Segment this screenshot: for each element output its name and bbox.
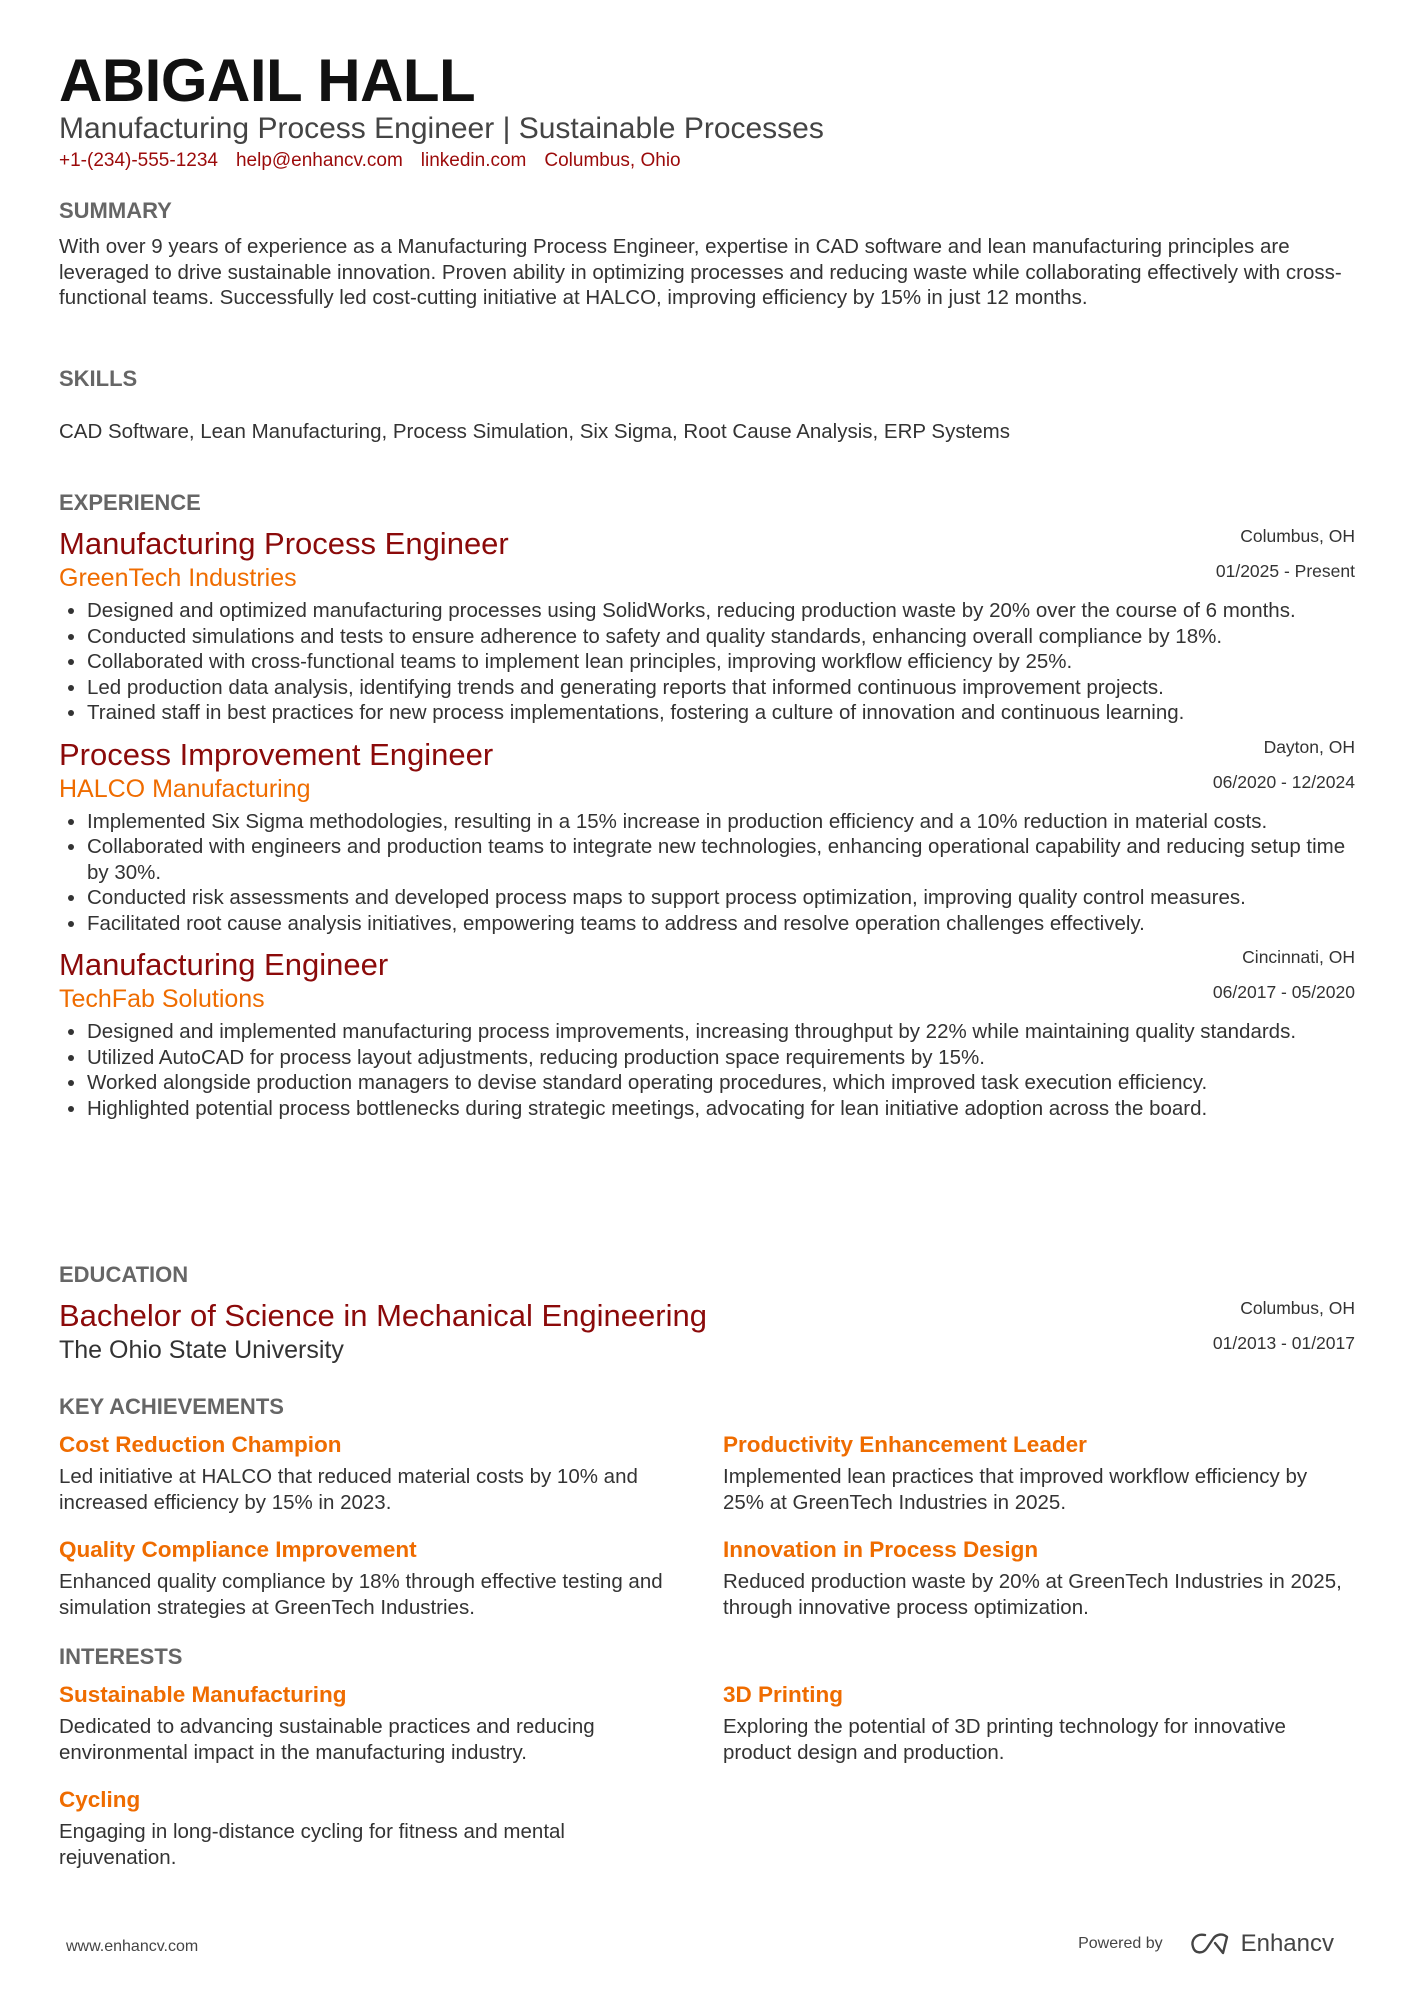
section-heading: EXPERIENCE xyxy=(59,490,201,515)
candidate-headline: Manufacturing Process Engineer | Sustainable Processes xyxy=(59,112,824,145)
job-entry xyxy=(59,526,1355,726)
interest-description: Engaging in long-distance cycling for fitness and mental rejuvenation. xyxy=(59,1820,565,1869)
achievement-title: Quality Compliance Improvement xyxy=(59,1537,417,1562)
skills-section xyxy=(59,366,1355,445)
interest-item xyxy=(723,1680,1343,1785)
company-name: GreenTech Industries xyxy=(59,564,297,592)
section-heading: SUMMARY xyxy=(59,198,172,223)
bullet-item: • Conducted simulations and tests to ensure adherence to safety and quality standards, enhancing overall compliance by 18%. xyxy=(87,624,1355,650)
location-text: Columbus, Ohio xyxy=(544,150,681,171)
linkedin-link[interactable]: linkedin.com xyxy=(420,150,527,171)
skills-text: CAD Software, Lean Manufacturing, Process Simulation, Six Sigma, Root Cause Analysis, ERP Systems xyxy=(59,420,1011,443)
bullet-item: • Designed and optimized manufacturing processes using SolidWorks, reducing production waste by 20% over the course of 6 months. xyxy=(87,598,1355,624)
job-location: Columbus, OH xyxy=(1240,526,1355,546)
achievement-description: Led initiative at HALCO that reduced material costs by 10% and increased efficiency by 15% in 2023. xyxy=(59,1465,638,1514)
interest-title: Cycling xyxy=(59,1787,141,1812)
enhancv-logo-icon xyxy=(1189,1931,1233,1957)
bullet-item: • Worked alongside production managers to devise standard operating procedures, which improved task execution efficiency. xyxy=(87,1070,1355,1096)
bullet-item: • Collaborated with cross-functional teams to implement lean principles, improving workflow efficiency by 25%. xyxy=(87,649,1355,675)
bullet-item: • Led production data analysis, identifying trends and generating reports that informed continuous improvement projects. xyxy=(87,675,1355,701)
contact-row xyxy=(59,150,681,172)
bullet-item: • Trained staff in best practices for new process implementations, fostering a culture of innovation and continuous learning. xyxy=(87,700,1355,726)
bullet-item: • Conducted risk assessments and developed process maps to support process optimization, improving quality control measures. xyxy=(87,885,1355,911)
email-link[interactable]: help@enhancv.com xyxy=(235,150,403,171)
interest-item xyxy=(59,1680,679,1785)
job-title: Process Improvement Engineer xyxy=(59,736,494,772)
candidate-name: ABIGAIL HALL xyxy=(59,47,476,114)
job-entry xyxy=(59,737,1355,937)
bullet-item: • Highlighted potential process bottlenecks during strategic meetings, advocating for lean initiative adoption across the board. xyxy=(87,1096,1355,1122)
job-location: Dayton, OH xyxy=(1263,736,1355,757)
section-heading: EDUCATION xyxy=(59,1262,189,1287)
education-location: Columbus, OH xyxy=(1240,1298,1355,1318)
job-location: Cincinnati, OH xyxy=(1242,947,1355,967)
achievement-description: Enhanced quality compliance by 18% through effective testing and simulation strategies at GreenTech Industries. xyxy=(59,1570,663,1619)
powered-by-label: Powered by xyxy=(1078,1935,1163,1952)
job-bullets xyxy=(59,809,1355,937)
interest-title: Sustainable Manufacturing xyxy=(59,1682,347,1707)
bullet-item: • Facilitated root cause analysis initiatives, empowering teams to address and resolve operation challenges effectively. xyxy=(87,911,1355,937)
bullet-item: • Collaborated with engineers and production teams to integrate new technologies, enhancing operational capability and reducing setup time by 30%. xyxy=(87,834,1355,885)
brand-name: Enhancv xyxy=(1240,1930,1334,1957)
achievement-item xyxy=(723,1430,1343,1535)
job-title: Manufacturing Engineer xyxy=(59,947,389,982)
education-entry xyxy=(59,1298,1355,1366)
interests-section xyxy=(59,1644,1355,1890)
experience-section xyxy=(59,490,1355,1121)
job-entry xyxy=(59,947,1355,1121)
summary-section xyxy=(59,198,1355,311)
company-name: TechFab Solutions xyxy=(59,985,265,1013)
achievement-item xyxy=(59,1430,679,1535)
education-dates: 01/2013 - 01/2017 xyxy=(1212,1333,1355,1353)
section-heading: INTERESTS xyxy=(59,1644,183,1669)
job-bullets xyxy=(59,1019,1355,1121)
achievement-description: Implemented lean practices that improved workflow efficiency by 25% at GreenTech Industries in 2025. xyxy=(723,1465,1308,1514)
summary-text: With over 9 years of experience as a Manufacturing Process Engineer, expertise in CAD software and lean manufacturing principles are leveraged to drive sustainable innovation. Proven ability in optimizing processes and reducing waste while collaborating effectively with cross-functional teams. Successfully led cost-cutting initiative at HALCO, improving efficiency by 15% in just 12 months. xyxy=(59,235,1342,309)
education-section xyxy=(59,1262,1355,1366)
job-title: Manufacturing Process Engineer xyxy=(59,526,509,561)
achievement-description: Reduced production waste by 20% at GreenTech Industries in 2025, through innovative process optimization. xyxy=(723,1570,1342,1619)
section-heading: SKILLS xyxy=(59,366,138,391)
phone-link[interactable]: +1-(234)-555-1234 xyxy=(59,150,218,171)
company-name: HALCO Manufacturing xyxy=(59,774,311,803)
bullet-item: • Utilized AutoCAD for process layout adjustments, reducing production space requirements by 15%. xyxy=(87,1045,1355,1071)
achievement-item xyxy=(723,1535,1343,1640)
job-dates: 06/2017 - 05/2020 xyxy=(1212,982,1355,1002)
degree-title: Bachelor of Science in Mechanical Engineering xyxy=(59,1298,707,1333)
enhancv-logo[interactable] xyxy=(1189,1930,1334,1958)
section-heading: KEY ACHIEVEMENTS xyxy=(59,1394,284,1419)
job-bullets xyxy=(59,598,1355,726)
job-dates: 06/2020 - 12/2024 xyxy=(1212,771,1355,792)
bullet-item: • Designed and implemented manufacturing process improvements, increasing throughput by 22% while maintaining quality standards. xyxy=(87,1019,1355,1045)
interest-description: Exploring the potential of 3D printing technology for innovative product design and production. xyxy=(723,1715,1286,1764)
footer-branding xyxy=(1078,1930,1334,1958)
interest-title: 3D Printing xyxy=(723,1682,844,1707)
bullet-item: • Implemented Six Sigma methodologies, resulting in a 15% increase in production efficiency and a 10% reduction in material costs. xyxy=(87,809,1355,835)
achievement-title: Productivity Enhancement Leader xyxy=(723,1432,1087,1457)
school-name: The Ohio State University xyxy=(59,1336,344,1364)
achievements-section xyxy=(59,1394,1355,1640)
footer-website[interactable]: www.enhancv.com xyxy=(66,1938,199,1955)
interest-item xyxy=(59,1785,679,1890)
interest-description: Dedicated to advancing sustainable practices and reducing environmental impact in the manufacturing industry. xyxy=(59,1715,595,1764)
job-dates: 01/2025 - Present xyxy=(1215,561,1355,581)
achievement-title: Innovation in Process Design xyxy=(723,1537,1039,1562)
achievement-title: Cost Reduction Champion xyxy=(59,1432,342,1457)
achievement-item xyxy=(59,1535,679,1640)
